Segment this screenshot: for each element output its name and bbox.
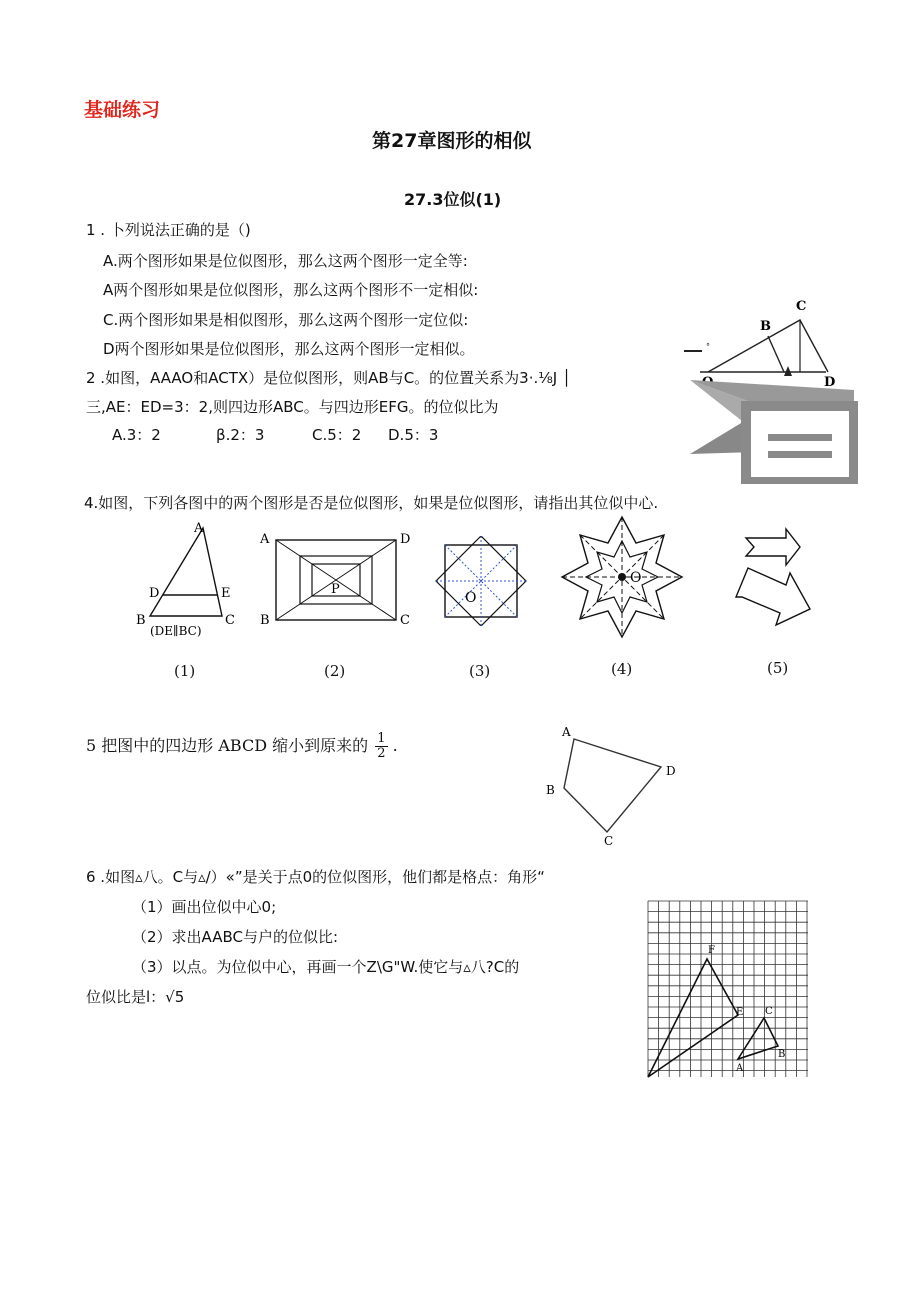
lesson-title: 27.3位似(1): [404, 190, 502, 209]
fig2-label-a: A: [260, 532, 270, 547]
fig2-label-c: C: [400, 613, 410, 628]
q2-option-d: D.5：3: [388, 426, 439, 444]
q6-label-b: B: [778, 1049, 786, 1060]
q5-end: .: [392, 736, 398, 755]
q2-label-c: C: [796, 299, 807, 314]
q4-caption-1: (1): [174, 662, 196, 680]
fig2-label-p: P: [331, 582, 340, 597]
q1-option-a: A.两个图形如果是位似图形，那么这两个图形一定全等:: [103, 252, 468, 270]
q1-option-d: D两个图形如果是位似图形，那么这两个图形一定相似。: [103, 340, 475, 358]
fig1-label-c: C: [225, 613, 235, 628]
q2-small-mark: °: [706, 342, 710, 351]
fig4-center-dot: [618, 573, 626, 581]
fig5-small-arrow: [746, 529, 800, 565]
q5-label-d: D: [666, 764, 676, 778]
fig1-label-a: A: [194, 521, 204, 536]
q5-label-a: A: [562, 725, 571, 739]
q4-stem: 4.如图，下列各图中的两个图形是否是位似图形，如果是位似图形，请指出其位似中心.: [84, 494, 659, 512]
q2-gray-frame: [746, 406, 854, 482]
q2-label-d: D: [824, 375, 836, 390]
q6-item-3: （3）以点。为位似中心，再画一个Z\G"W.使它与▵八?C的: [132, 958, 520, 976]
q5-text: [86, 732, 398, 761]
q5-frac-num: 1: [377, 731, 386, 746]
fig5-large-arrow: [736, 568, 810, 625]
q5-figure: [540, 720, 690, 850]
q6-item-1: （1）画出位似中心0;: [132, 898, 277, 916]
q5-quadrilateral: [564, 739, 661, 832]
q2-gray-bar-1: [768, 434, 832, 441]
q6-item-2: （2）求出AABC与户的位似比:: [132, 928, 339, 946]
fig1-label-e: E: [221, 586, 231, 601]
q6-label-e: E: [736, 1007, 744, 1018]
q2-line2: 三,AE：ED=3：2,则四边形ABC。与四边形EFG。的位似比为: [86, 398, 499, 416]
q4-caption-3: (3): [469, 662, 491, 680]
q6-label-a: A: [736, 1063, 744, 1074]
chapter-title: 第27章图形的相似: [372, 130, 532, 152]
q5-label-c: C: [604, 834, 614, 848]
q1-stem: 1 . 卜列说法正确的是（): [86, 221, 251, 239]
q4-figure-1: [130, 518, 240, 643]
q4-figure-5: [728, 525, 814, 635]
fig3-label-o: O: [465, 590, 477, 606]
q2-line1: 2 .如图，AAAO和ACTX）是位似图形，则AB与C。的位置关系为3·.⅛J │: [86, 369, 572, 387]
q6-stem: 6 .如图▵八。C与▵/）«”是关于点0的位似图形，他们都是格点：角形“: [86, 868, 545, 886]
q5-frac-den: 2: [377, 746, 386, 761]
q4-caption-5: (5): [767, 659, 789, 677]
q4-caption-2: (2): [324, 662, 346, 680]
q6-grid-figure: [644, 897, 812, 1081]
q2-option-c: C.5：2: [312, 426, 362, 444]
fig2-label-d: D: [400, 532, 411, 547]
q5-label-b: B: [546, 783, 555, 797]
section-label: 基础练习: [84, 99, 161, 121]
q2-label-b: B: [760, 319, 771, 334]
fig2-label-b: B: [260, 613, 270, 628]
fig4-label-o: O: [630, 570, 642, 586]
q5-fraction: [375, 732, 387, 761]
fig1-triangle: [150, 528, 222, 616]
q4-figure-3: [428, 536, 534, 626]
fig1-note: (DE∥BC): [150, 624, 202, 638]
q2-option-b: β.2：3: [216, 426, 265, 444]
q1-option-c: C.两个图形如果是相似图形，那么这两个图形一定位似:: [103, 311, 469, 329]
q4-figure-4: [552, 510, 692, 645]
q2-figure: [678, 294, 858, 484]
fig1-label-d: D: [149, 586, 160, 601]
q2-gray-bar-2: [768, 451, 832, 458]
q6-tail: 位似比是l：√5: [86, 988, 185, 1006]
q1-option-b: A两个图形如果是位似图形，那么这两个图形不一定相似:: [103, 281, 479, 299]
q2-option-a: A.3：2: [112, 426, 161, 444]
q2-point-mark: [784, 366, 792, 376]
q6-label-f: F: [708, 945, 715, 956]
q6-label-c: C: [765, 1006, 773, 1017]
q2-inner-segment: [768, 336, 784, 372]
q5-stem: 5 把图中的四边形 ABCD 缩小到原来的: [86, 736, 369, 755]
q4-figure-2: [256, 525, 422, 635]
fig1-label-b: B: [136, 613, 146, 628]
q4-caption-4: (4): [611, 660, 633, 678]
